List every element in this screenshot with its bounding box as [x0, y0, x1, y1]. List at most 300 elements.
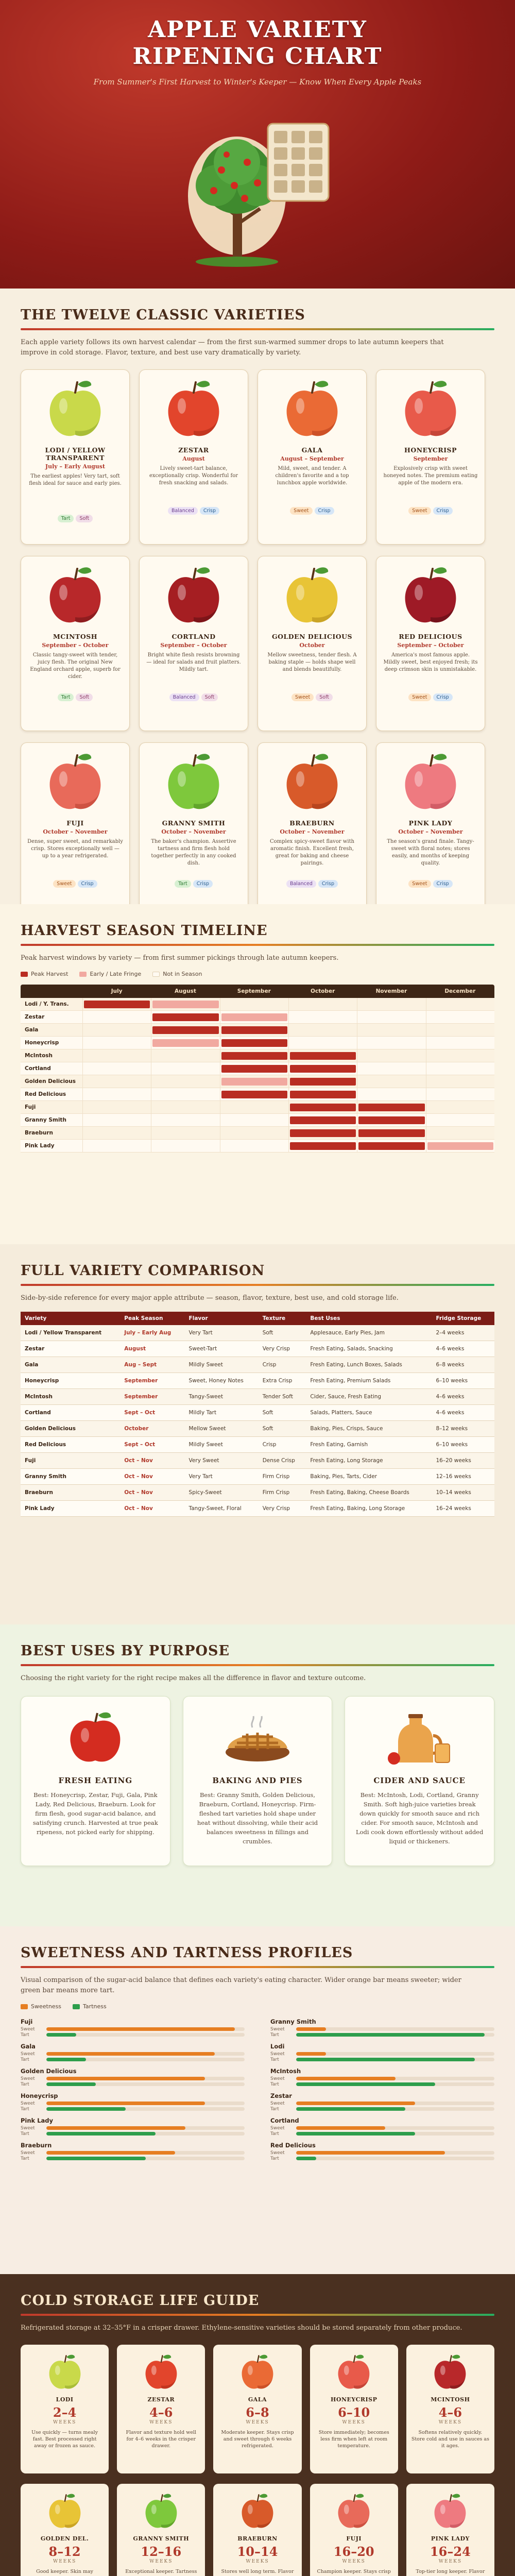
timeline-cell-peak: [288, 1049, 357, 1062]
sweet-bar-label: Sweet: [270, 2051, 285, 2057]
use-card-fresh: [21, 1696, 170, 1866]
comparison-table: [21, 1312, 494, 1517]
timeline-cell-peak: [357, 1140, 425, 1153]
profile-variety-name: Cortland: [270, 2117, 299, 2124]
timeline-cell-none: [151, 1062, 219, 1075]
variety-description: The baker's champion. Assertive tartness and firm flesh hold together perfectly in any cooked dish.: [151, 839, 236, 866]
storage-variety-name: BRAEBURN: [237, 2535, 278, 2542]
season-bar: [358, 1104, 424, 1111]
timeline-variety-label: Fuji: [25, 1104, 36, 1110]
season-bar: [427, 1091, 493, 1098]
timeline-cell-none: [82, 1114, 151, 1127]
storage-description: Good keeper. Skin may: [36, 2569, 94, 2574]
season-bar: [290, 1129, 356, 1137]
variety-tags: [264, 691, 360, 701]
timeline-variety-label: Golden Delicious: [25, 1078, 76, 1084]
season-bar: [290, 1052, 356, 1060]
table-cell: Spicy-Sweet: [185, 1485, 259, 1501]
table-cell: Fresh Eating, Garnish: [306, 1437, 432, 1453]
season-bar: [84, 1001, 150, 1008]
sweet-fill: [296, 2126, 385, 2130]
timeline-cell-none: [357, 998, 425, 1011]
profile-variety-name: Zestar: [270, 2092, 292, 2099]
table-row: [21, 1421, 494, 1437]
season-bar: [84, 1013, 150, 1021]
variety-card: [21, 742, 130, 918]
season-bar: [358, 1142, 424, 1150]
season-bar: [290, 1039, 356, 1047]
timeline-cell-peak: [288, 1114, 357, 1127]
table-cell: Very Tart: [185, 1325, 259, 1341]
season-bar: [84, 1078, 150, 1086]
season-bar: [221, 1052, 287, 1060]
varieties-heading: THE TWELVE CLASSIC VARIETIES: [21, 307, 305, 323]
column-header: Texture: [259, 1312, 306, 1325]
sweet-bar-label: Sweet: [270, 2026, 285, 2032]
use-name: BAKING AND PIES: [212, 1776, 303, 1785]
hero-banner: [0, 0, 515, 289]
apple-icon: [42, 563, 109, 630]
timeline-cell-none: [82, 1049, 151, 1062]
table-cell: 8–12 weeks: [432, 1421, 494, 1437]
season-bar: [221, 1065, 287, 1073]
season-bar: [427, 1078, 493, 1086]
flavor-tag: Crisp: [433, 693, 453, 701]
varieties-intro: Each apple variety follows its own harvest calendar — from the first sun-warmed summer drops to late autumn keepers that improve in cold storage. Flavor, texture, and best use vary dramatically by variety.: [21, 338, 444, 357]
sweet-bar: [21, 2150, 245, 2156]
storage-unit: WEEKS: [53, 2559, 77, 2564]
apple-icon: [237, 2352, 278, 2393]
profile-variety-name: Fuji: [21, 2018, 33, 2025]
tart-fill: [296, 2132, 415, 2136]
flavor-tag: Sweet: [290, 507, 312, 515]
season-bar: [358, 1078, 424, 1086]
profile-row: [270, 2043, 494, 2062]
season-bar: [358, 1001, 424, 1008]
sweet-bar: [270, 2125, 494, 2131]
apple-icon: [160, 563, 227, 630]
table-cell: Aug – Sept: [120, 1357, 184, 1373]
apple-icon: [430, 2352, 471, 2393]
timeline-row: [21, 1062, 494, 1075]
variety-tags: [27, 691, 123, 701]
table-header-row: [21, 1312, 494, 1325]
table-cell: Pink Lady: [21, 1501, 120, 1517]
season-bar: [358, 1065, 424, 1073]
legend-early: Early / Late Fringe: [79, 971, 141, 977]
sweet-track: [46, 2151, 245, 2155]
storage-card: [21, 2484, 109, 2576]
storage-description: Exceptional keeper. Tartness: [125, 2569, 197, 2574]
profile-variety-name: Granny Smith: [270, 2018, 316, 2025]
variety-card: [139, 369, 248, 545]
storage-variety-name: LODI: [56, 2396, 74, 2403]
season-bar: [152, 1001, 218, 1008]
table-cell: Mildly Sweet: [185, 1357, 259, 1373]
profile-row: [21, 2092, 245, 2112]
season-bar: [221, 1129, 287, 1137]
table-cell: Oct – Nov: [120, 1485, 184, 1501]
sweet-track: [296, 2052, 494, 2056]
storage-card: [21, 2345, 109, 2473]
sweet-fill: [296, 2027, 326, 2031]
timeline-cell-peak: [288, 1088, 357, 1101]
timeline-row: [21, 1140, 494, 1153]
table-cell: Crisp: [259, 1357, 306, 1373]
timeline-cell-none: [357, 1049, 425, 1062]
table-cell: Very Crisp: [259, 1501, 306, 1517]
season-bar: [427, 1052, 493, 1060]
storage-card: [213, 2345, 301, 2473]
profile-row: [270, 2018, 494, 2038]
timeline-row: [21, 1024, 494, 1037]
table-row: [21, 1469, 494, 1485]
section-divider: [21, 1284, 494, 1286]
season-bar: [84, 1039, 150, 1047]
variety-card: [21, 369, 130, 545]
storage-variety-name: MCINTOSH: [431, 2396, 470, 2403]
page-subtitle: From Summer's First Harvest to Winter's Keeper — Know When Every Apple Peaks: [93, 77, 422, 87]
variety-tags: [146, 877, 242, 888]
season-bar: [221, 1116, 287, 1124]
season-bar: [221, 1091, 287, 1098]
season-bar: [84, 1026, 150, 1034]
table-cell: Sept – Oct: [120, 1405, 184, 1421]
sweet-bar: [21, 2051, 245, 2057]
flavor-tag: Tart: [58, 693, 74, 701]
tart-bar: [21, 2032, 245, 2038]
variety-card: [258, 742, 367, 918]
uses-grid: [21, 1696, 494, 1866]
storage-variety-name: GOLDEN DEL.: [40, 2535, 89, 2542]
apple-icon: [141, 2352, 182, 2393]
month-label: August: [175, 988, 196, 994]
storage-range: 2–4: [53, 2405, 77, 2420]
timeline-corner: [21, 985, 82, 998]
timeline-variety-label: Cortland: [25, 1065, 51, 1072]
timeline-cell-none: [82, 1127, 151, 1140]
profile-row: [270, 2067, 494, 2087]
variety-tags: [27, 877, 123, 888]
season-bar: [290, 1078, 356, 1086]
profile-row: [270, 2117, 494, 2137]
tart-bar: [270, 2081, 494, 2087]
variety-season: September – October: [160, 642, 227, 649]
timeline-cell-none: [426, 1062, 494, 1075]
variety-tags: [264, 504, 360, 515]
fresh-apple-icon: [59, 1707, 131, 1769]
table-cell: Firm Crisp: [259, 1469, 306, 1485]
table-cell: 2–4 weeks: [432, 1325, 494, 1341]
timeline-row: [21, 1075, 494, 1088]
sweet-bar-label: Sweet: [21, 2026, 35, 2032]
table-cell: Mellow Sweet: [185, 1421, 259, 1437]
table-cell: 16–24 weeks: [432, 1501, 494, 1517]
season-bar: [290, 1142, 356, 1150]
table-row: [21, 1501, 494, 1517]
apple-icon: [44, 2491, 85, 2532]
season-bar: [84, 1129, 150, 1137]
apple-icon: [333, 2352, 374, 2393]
timeline-heading: HARVEST SEASON TIMELINE: [21, 923, 268, 939]
timeline-cell-peak: [288, 1075, 357, 1088]
timeline-cell-none: [220, 998, 288, 1011]
flavor-tag: Crisp: [200, 507, 219, 515]
timeline-cell-none: [357, 1037, 425, 1049]
storage-unit: WEEKS: [438, 2420, 462, 2425]
harvest-timeline: [21, 985, 494, 1153]
tart-bar-label: Tart: [21, 2032, 29, 2038]
season-bar: [84, 1116, 150, 1124]
use-description: Best: Honeycrisp, Zestar, Fuji, Gala, Pink Lady, Red Delicious, Braeburn. Look for firm flesh, good sugar-acid balance, and satisfying crunch. Harvested at true peak ripeness, not picked early for shipping.: [32, 1791, 158, 1836]
storage-card: [117, 2345, 205, 2473]
tart-track: [46, 2157, 245, 2160]
storage-description: Use quickly — turns mealy fast. Best processed right away or frozen as sauce.: [31, 2430, 98, 2449]
tart-bar: [21, 2156, 245, 2161]
season-bar: [152, 1091, 218, 1098]
season-bar: [427, 1026, 493, 1034]
storage-grid: [21, 2345, 494, 2576]
sweet-track: [296, 2126, 494, 2130]
use-description: Best: Granny Smith, Golden Delicious, Braeburn, Cortland, Honeycrisp. Firm-fleshed tart varieties hold shape under heat without dissolving, while their acid balances sweetness in fillings and crumbles.: [197, 1791, 318, 1845]
timeline-cell-none: [82, 1037, 151, 1049]
sweetness-grid: [21, 2018, 494, 2166]
timeline-cell-none: [288, 1024, 357, 1037]
sweet-bar: [270, 2076, 494, 2081]
month-label: November: [375, 988, 407, 994]
timeline-variety-label: Honeycrisp: [25, 1040, 59, 1046]
tart-fill: [46, 2082, 96, 2086]
timeline-cell-none: [82, 1011, 151, 1024]
sweetness-column-right: [270, 2018, 494, 2166]
table-cell: 6–10 weeks: [432, 1373, 494, 1389]
table-cell: Honeycrisp: [21, 1373, 120, 1389]
table-cell: Sept – Oct: [120, 1437, 184, 1453]
tart-bar-label: Tart: [21, 2156, 29, 2161]
timeline-cell-none: [288, 998, 357, 1011]
month-label: October: [311, 988, 335, 994]
flavor-tag: Soft: [76, 693, 93, 701]
storage-description: Flavor and texture hold well for 4–6 weeks in the crisper drawer.: [126, 2430, 197, 2449]
timeline-cell-none: [82, 1101, 151, 1114]
season-bar: [427, 1039, 493, 1047]
table-cell: Fuji: [21, 1453, 120, 1469]
apple-tree-illustration: [185, 113, 335, 273]
tart-bar-label: Tart: [270, 2156, 279, 2161]
timeline-variety-label: Gala: [25, 1027, 39, 1033]
storage-heading: COLD STORAGE LIFE GUIDE: [21, 2293, 260, 2309]
sweet-track: [46, 2027, 245, 2031]
storage-variety-name: GALA: [248, 2396, 267, 2403]
apple-icon: [279, 563, 346, 630]
season-bar: [152, 1116, 218, 1124]
table-cell: September: [120, 1389, 184, 1405]
tart-fill: [296, 2033, 485, 2037]
use-card-cider: [345, 1696, 494, 1866]
variety-card: [376, 556, 485, 731]
table-cell: Oct – Nov: [120, 1469, 184, 1485]
apple-icon: [279, 376, 346, 443]
timeline-variety-label: Red Delicious: [25, 1091, 66, 1097]
storage-card: [310, 2345, 398, 2473]
table-cell: Fresh Eating, Baking, Cheese Boards: [306, 1485, 432, 1501]
sweet-bar-label: Sweet: [270, 2076, 285, 2081]
timeline-cell-none: [151, 1114, 219, 1127]
variety-card: [258, 369, 367, 545]
apple-icon: [397, 749, 464, 816]
variety-tags: [27, 512, 123, 522]
apple-icon: [42, 376, 109, 443]
sweet-bar: [21, 2026, 245, 2032]
storage-range: 8–12: [48, 2544, 81, 2559]
timeline-cell-none: [220, 1101, 288, 1114]
tart-track: [296, 2033, 494, 2037]
tart-bar-label: Tart: [21, 2131, 29, 2137]
timeline-cell-none: [357, 1062, 425, 1075]
table-cell: Sweet, Honey Notes: [185, 1373, 259, 1389]
sweet-bar: [270, 2150, 494, 2156]
apple-icon: [160, 749, 227, 816]
table-cell: Very Sweet: [185, 1453, 259, 1469]
timeline-cell-none: [82, 1140, 151, 1153]
sweet-bar-label: Sweet: [21, 2125, 35, 2131]
sweet-track: [296, 2102, 494, 2105]
tart-bar: [270, 2131, 494, 2137]
tart-bar: [270, 2057, 494, 2062]
variety-tags: [146, 504, 242, 515]
variety-season: October – November: [161, 828, 226, 835]
tart-fill: [46, 2157, 146, 2160]
table-cell: 6–10 weeks: [432, 1437, 494, 1453]
timeline-cell-none: [426, 1049, 494, 1062]
variety-season: August: [182, 455, 205, 462]
table-cell: Baking, Pies, Tarts, Cider: [306, 1469, 432, 1485]
storage-description: Champion keeper. Stays crisp: [317, 2569, 391, 2574]
tart-fill: [296, 2058, 475, 2061]
use-name: FRESH EATING: [58, 1776, 133, 1785]
timeline-cell-peak: [220, 1088, 288, 1101]
legend-sweetness: Sweetness: [21, 2003, 61, 2010]
use-name: CIDER AND SAUCE: [373, 1776, 466, 1785]
variety-tags: [146, 691, 242, 701]
profile-variety-name: Golden Delicious: [21, 2067, 77, 2075]
table-cell: August: [120, 1341, 184, 1357]
cider-jug-icon: [384, 1707, 456, 1769]
timeline-cell-none: [220, 1140, 288, 1153]
table-cell: Fresh Eating, Premium Salads: [306, 1373, 432, 1389]
tart-bar-label: Tart: [270, 2057, 279, 2062]
storage-card: [117, 2484, 205, 2576]
table-cell: Firm Crisp: [259, 1485, 306, 1501]
flavor-tag: Sweet: [408, 693, 431, 701]
timeline-cell-peak: [82, 998, 151, 1011]
table-cell: Mildly Sweet: [185, 1437, 259, 1453]
sweet-bar-label: Sweet: [21, 2150, 35, 2156]
tart-bar-label: Tart: [270, 2131, 279, 2137]
table-cell: McIntosh: [21, 1389, 120, 1405]
tart-track: [46, 2058, 245, 2061]
timeline-cell-peak: [220, 1024, 288, 1037]
storage-range: 12–16: [141, 2544, 182, 2559]
flavor-tag: Soft: [76, 515, 93, 522]
flavor-tag: Tart: [58, 515, 74, 522]
table-cell: Cortland: [21, 1405, 120, 1421]
uses-intro: Choosing the right variety for the right recipe makes all the difference in flavor and texture outcome.: [21, 1674, 366, 1682]
variety-name: GALA: [301, 446, 323, 454]
sweet-track: [46, 2052, 245, 2056]
season-bar: [221, 1001, 287, 1008]
flavor-tag: Balanced: [286, 880, 316, 888]
variety-name: LODI / YELLOW TRANSPARENT: [45, 446, 106, 462]
tart-bar: [21, 2106, 245, 2112]
table-row: [21, 1341, 494, 1357]
season-bar: [427, 1013, 493, 1021]
timeline-cell-none: [151, 1140, 219, 1153]
variety-card: [258, 556, 367, 731]
season-bar: [152, 1052, 218, 1060]
variety-tags: [383, 504, 478, 515]
variety-season: October: [299, 642, 325, 649]
sweet-bar: [21, 2125, 245, 2131]
timeline-cell-none: [82, 1088, 151, 1101]
variety-card: [376, 369, 485, 545]
sweet-track: [46, 2126, 245, 2130]
flavor-tag: Crisp: [318, 880, 338, 888]
storage-description: Top-tier long keeper. Flavor: [416, 2569, 485, 2574]
timeline-cell-peak: [220, 1049, 288, 1062]
storage-unit: WEEKS: [246, 2559, 269, 2564]
variety-name: PINK LADY: [408, 819, 453, 827]
timeline-cell-none: [288, 1037, 357, 1049]
season-bar: [84, 1065, 150, 1073]
table-cell: 10–14 weeks: [432, 1485, 494, 1501]
tart-fill: [46, 2058, 86, 2061]
timeline-cell-none: [151, 1075, 219, 1088]
table-cell: Crisp: [259, 1437, 306, 1453]
table-row: [21, 1485, 494, 1501]
season-bar: [152, 1078, 218, 1086]
page-title: APPLE VARIETY RIPENING CHART: [132, 16, 383, 70]
apple-icon: [160, 376, 227, 443]
flavor-tag: Tart: [175, 880, 191, 888]
table-cell: Sweet-Tart: [185, 1341, 259, 1357]
timeline-cell-peak: [151, 1011, 219, 1024]
column-header: Best Uses: [306, 1312, 432, 1325]
tart-track: [46, 2082, 245, 2086]
variety-tags: [383, 877, 478, 888]
column-header: Peak Season: [120, 1312, 184, 1325]
flavor-tag: Sweet: [291, 693, 314, 701]
variety-season: October – November: [398, 828, 463, 835]
apple-icon: [397, 563, 464, 630]
table-cell: Extra Crisp: [259, 1373, 306, 1389]
storage-unit: WEEKS: [149, 2420, 173, 2425]
season-bar: [290, 1065, 356, 1073]
sweet-fill: [46, 2027, 235, 2031]
table-cell: 12–16 weeks: [432, 1469, 494, 1485]
sweet-bar-label: Sweet: [21, 2076, 35, 2081]
tart-track: [46, 2033, 245, 2037]
timeline-cell-none: [426, 1075, 494, 1088]
table-row: [21, 1325, 494, 1341]
timeline-cell-none: [357, 1075, 425, 1088]
variety-description: Bright white flesh resists browning — ideal for salads and fruit platters. Mildly tart.: [146, 652, 241, 672]
timeline-cell-none: [288, 1011, 357, 1024]
variety-season: September – October: [397, 642, 464, 649]
timeline-cell-peak: [288, 1127, 357, 1140]
flavor-tag: Soft: [316, 693, 333, 701]
season-bar: [290, 1116, 356, 1124]
